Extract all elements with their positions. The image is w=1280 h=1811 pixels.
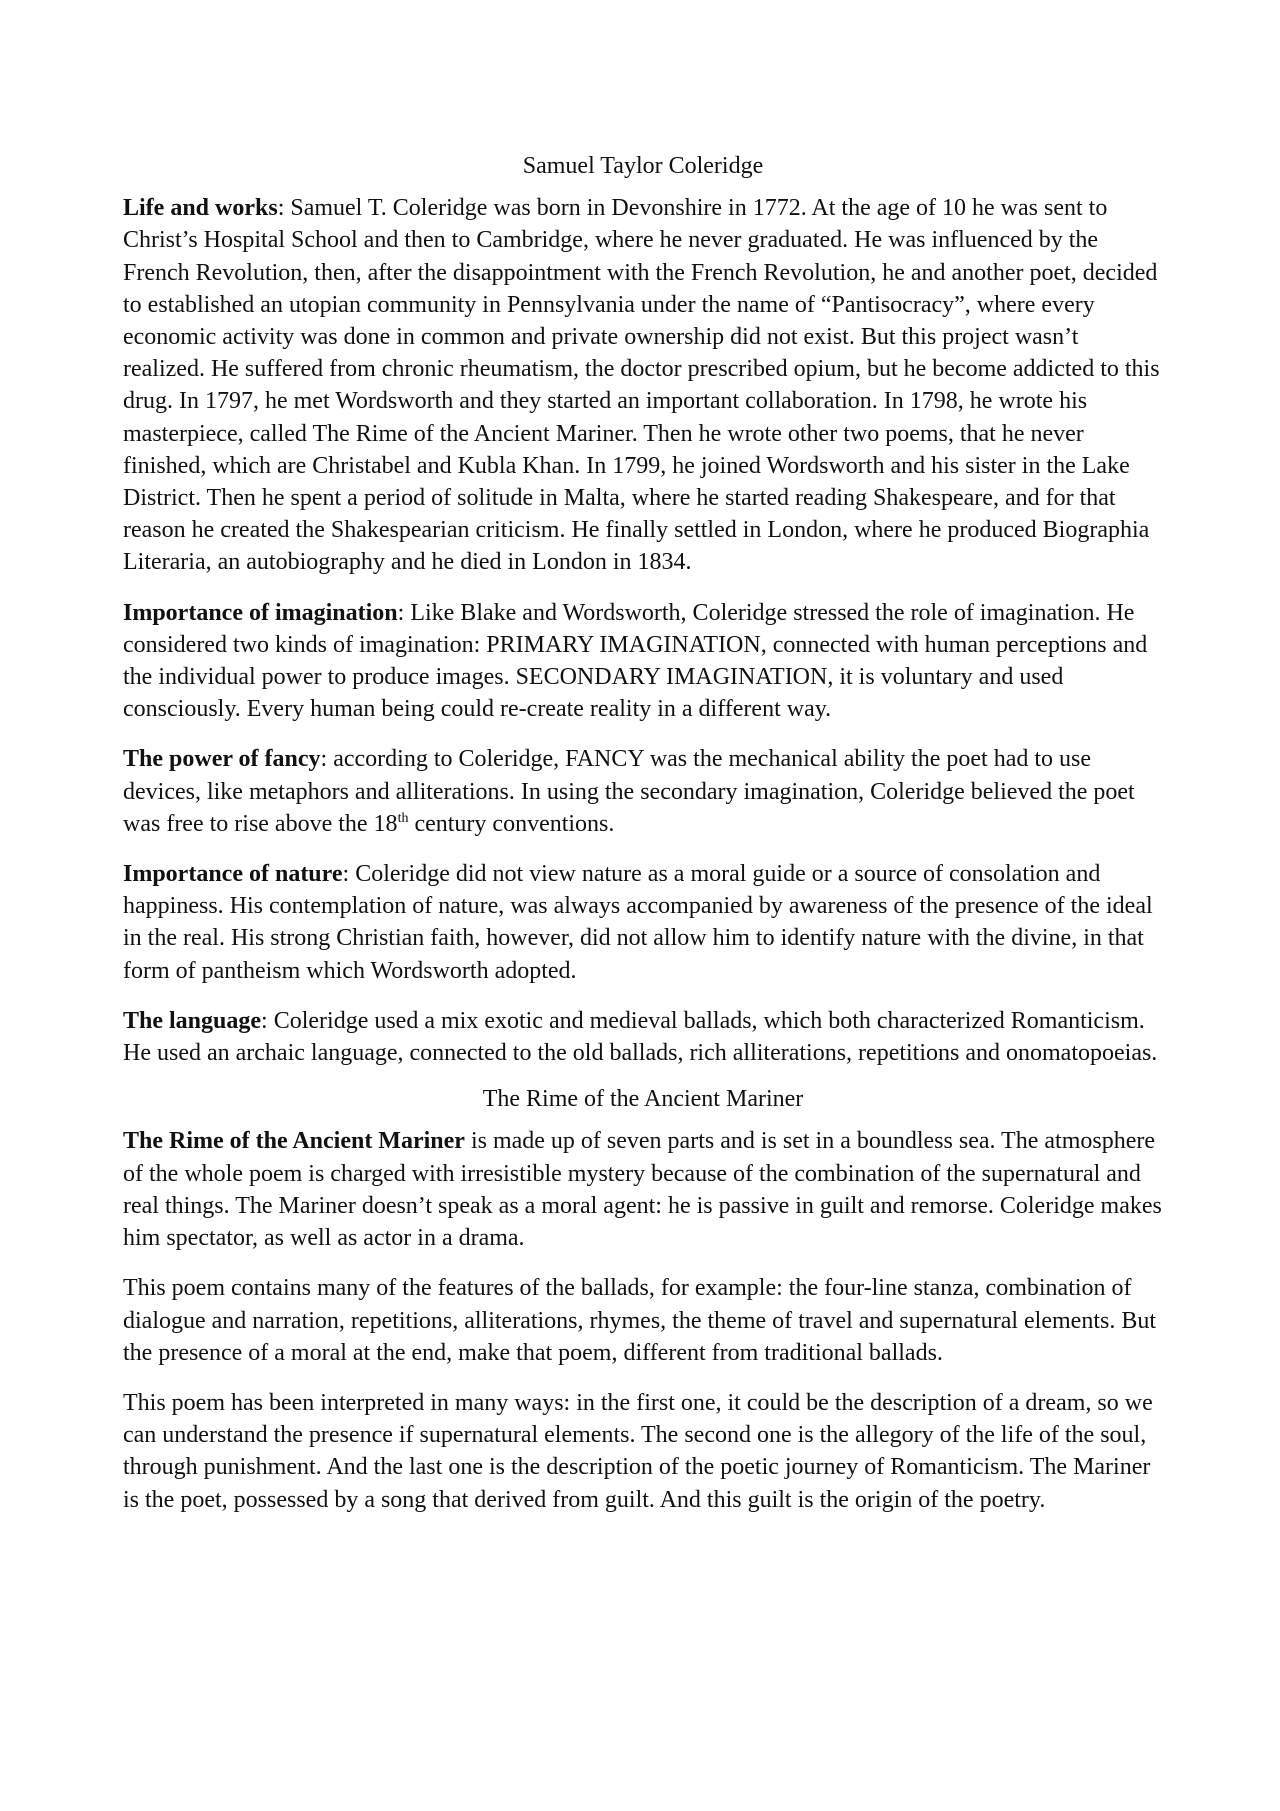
paragraph-text: : Samuel T. Coleridge was born in Devonshire in 1772. At the age of 10 he was sent to Christ’s Hospital School and then to Cambridge, where he never graduated. He was influenced by the French Revolution, then, after the disappointment with the French Revolution, he and another poet, decided to established an utopian community in Pennsylvania under the name of “Pantisocracy”, where every economic activity was done in common and private ownership did not exist. But this project wasn’t realized. He suffered from chronic rheumatism, the doctor prescribed opium, but he become addicted to this drug. In 1797, he met Wordsworth and they started an important collaboration. In 1798, he wrote his masterpiece, called The Rime of the Ancient Mariner. Then he wrote other two poems, that he never finished, which are Christabel and Kubla Khan. In 1799, he joined Wordsworth and his sister in the Lake District. Then he spent a period of solitude in Malta, where he started reading Shakespeare, and for that reason he created the Shakespearian criticism. He finally settled in London, where he produced Biographia Literaria, an autobiography and he died in London in 1834. [123, 195, 1160, 576]
paragraph-label: The Rime of the Ancient Mariner [123, 1128, 465, 1155]
paragraph-power-of-fancy [123, 743, 1163, 840]
paragraph-text: : Coleridge did not view nature as a moral guide or a source of consolation and happiness. His contemplation of nature, was always accompanied by awareness of the presence of the ideal in the real. His strong Christian faith, however, did not allow him to identify nature with the divine, in that form of pantheism which Wordsworth adopted. [123, 861, 1153, 984]
paragraph-rime-interpretations: This poem has been interpreted in many ways: in the first one, it could be the description of a dream, so we can understand the presence if supernatural elements. The second one is the allegory of the life of the soul, through punishment. And the last one is the description of the poetic journey of Romanticism. The Mariner is the poet, possessed by a song that derived from guilt. And this guilt is the origin of the poetry. [123, 1389, 1153, 1513]
paragraph-importance-of-nature [123, 858, 1163, 987]
paragraph-label: Importance of nature [123, 861, 343, 888]
paragraph-text: : Coleridge used a mix exotic and medieval ballads, which both characterized Romanticism. He used an archaic language, connected to the old ballads, rich alliterations, repetitions and onomatopoeias. [123, 1007, 1158, 1067]
paragraph-rime-features: This poem contains many of the features of the ballads, for example: the four-line stanza, combination of dialogue and narration, repetitions, alliterations, rhymes, the theme of travel and supernatural elements. But the presence of a moral at the end, make that poem, different from traditional ballads. [123, 1275, 1157, 1366]
paragraph-label: The language [123, 1007, 262, 1034]
paragraph-label: Life and works [123, 195, 278, 222]
paragraph-text: : Like Blake and Wordsworth, Coleridge stressed the role of imagination. He considered two kinds of imagination: PRIMARY IMAGINATION, connected with human perceptions and the individual power to produce images. SECONDARY IMAGINATION, it is voluntary and used consciously. Every human being could re-create reality in a different way. [123, 599, 1148, 723]
paragraph-label: Importance of imagination [123, 599, 398, 626]
superscript-th: th [397, 810, 409, 826]
paragraph-text: : according to Coleridge, FANCY was the mechanical ability the poet had to use devices, like metaphors and alliterations. In using the secondary imagination, Coleridge believed the poet was free to rise above the 18 [123, 746, 1135, 837]
section-subtitle: The Rime of the Ancient Mariner [482, 1086, 804, 1113]
paragraph-text-end: century conventions. [408, 810, 615, 837]
paragraph-label: The power of fancy [123, 746, 321, 773]
paragraph-text: is made up of seven parts and is set in a boundless sea. The atmosphere of the whole poem is charged with irresistible mystery because of the combination of the supernatural and real things. The Mariner doesn’t speak as a moral agent: he is passive in guilt and remorse. Coleridge makes him spectator, as well as actor in a drama. [123, 1128, 1162, 1252]
document-body [123, 150, 1163, 1534]
paragraph-life-and-works [123, 192, 1163, 578]
document-title: Samuel Taylor Coleridge [522, 153, 764, 179]
paragraph-importance-of-imagination [123, 597, 1163, 726]
paragraph-rime-intro [123, 1125, 1163, 1254]
paragraph-the-language [123, 1005, 1163, 1069]
